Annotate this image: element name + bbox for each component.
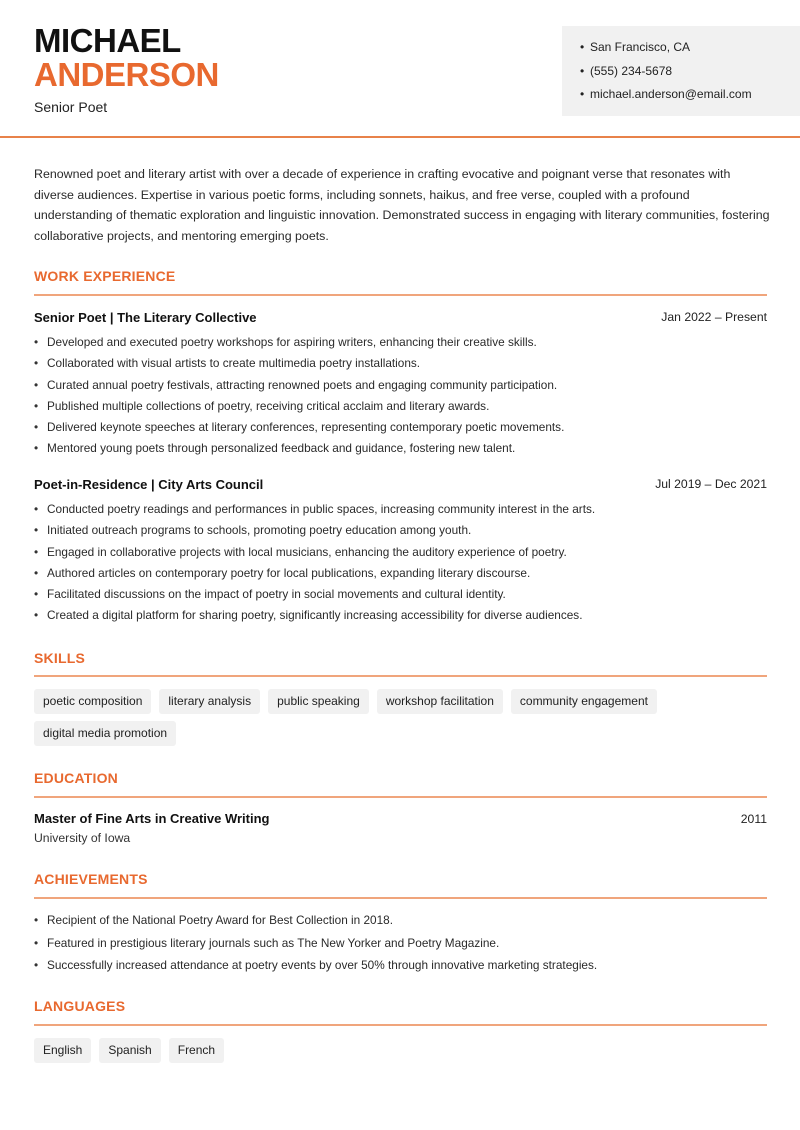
skills-row-1 (34, 689, 657, 714)
job-title-1: Senior Poet | The Literary Collective (34, 310, 257, 325)
section-divider (34, 675, 767, 677)
section-divider (34, 796, 767, 798)
language-chip: English (34, 1038, 91, 1063)
resume-header (0, 0, 800, 138)
job-title-2: Poet-in-Residence | City Arts Council (34, 477, 264, 492)
list-item: • Authored articles on contemporary poetry for local publications, expanding literary discourse. (34, 563, 774, 584)
list-item: • Mentored young poets through personalized feedback and guidance, fostering new talent. (34, 438, 774, 459)
contact-phone (580, 62, 800, 86)
list-item: • Delivered keynote speeches at literary conferences, representing contemporary poetic movements. (34, 417, 774, 438)
section-divider (34, 1024, 767, 1026)
skill-chip: poetic composition (34, 689, 151, 714)
job-title: Senior Poet (34, 99, 108, 115)
work-experience-heading: WORK EXPERIENCE (34, 268, 176, 284)
list-item: • Created a digital platform for sharing poetry, significantly increasing accessibility for diverse audiences. (34, 605, 774, 626)
location-text: San Francisco, CA (590, 40, 691, 54)
language-chip: French (169, 1038, 224, 1063)
job-bullets-2 (34, 499, 774, 627)
section-divider (34, 294, 767, 296)
bullet-icon: • (580, 40, 585, 54)
list-item: • Curated annual poetry festivals, attracting renowned poets and engaging community participation. (34, 375, 774, 396)
languages-heading: LANGUAGES (34, 998, 126, 1014)
list-item: • Engaged in collaborative projects with local musicians, enhancing the auditory experience of poetry. (34, 542, 774, 563)
skills-heading: SKILLS (34, 650, 85, 666)
skill-chip: workshop facilitation (377, 689, 503, 714)
section-divider (34, 897, 767, 899)
email-text[interactable]: michael.anderson@email.com (590, 87, 752, 101)
list-item: • Recipient of the National Poetry Award for Best Collection in 2018. (34, 909, 774, 932)
contact-box (562, 26, 800, 116)
last-name: ANDERSON (34, 56, 219, 93)
contact-email (580, 85, 800, 109)
school-name: University of Iowa (34, 831, 131, 845)
list-item: • Conducted poetry readings and performances in public spaces, increasing community interest in the arts. (34, 499, 774, 520)
bullet-icon: • (580, 63, 585, 78)
first-name: MICHAEL (34, 22, 181, 59)
professional-summary: Renowned poet and literary artist with over a decade of experience in crafting evocative and poignant verse that resonates with diverse audiences. Expertise in various poetic forms, including sonnets, haikus, and free verse, coupled with a profound understanding of thematic exploration and linguistic innovation. Demonstrated success in engaging with literary communities, fostering collaborative projects, and mentoring emerging poets. (34, 167, 770, 243)
list-item: • Collaborated with visual artists to create multimedia poetry installations. (34, 353, 774, 374)
list-item: • Developed and executed poetry workshops for aspiring writers, enhancing their creative skills. (34, 332, 774, 353)
list-item: • Featured in prestigious literary journals such as The New Yorker and Poetry Magazine. (34, 932, 774, 955)
list-item: • Successfully increased attendance at poetry events by over 50% through innovative marketing strategies. (34, 954, 774, 977)
achievements-list (34, 909, 774, 977)
contact-location (580, 38, 800, 62)
skill-chip: digital media promotion (34, 721, 176, 746)
job-bullets-1 (34, 332, 774, 460)
skill-chip: community engagement (511, 689, 657, 714)
languages-row (34, 1038, 224, 1063)
graduation-year: 2011 (740, 812, 767, 826)
skill-chip: literary analysis (159, 689, 260, 714)
phone-text[interactable]: (555) 234-5678 (590, 63, 673, 78)
language-chip: Spanish (99, 1038, 160, 1063)
education-heading: EDUCATION (34, 770, 118, 786)
skill-chip: public speaking (268, 689, 369, 714)
skills-row-2 (34, 721, 176, 746)
list-item: • Facilitated discussions on the impact of poetry in social movements and cultural identity. (34, 584, 774, 605)
list-item: • Initiated outreach programs to schools, promoting poetry education among youth. (34, 520, 774, 541)
job-dates-2: Jul 2019 – Dec 2021 (655, 477, 767, 491)
job-dates-1: Jan 2022 – Present (661, 310, 767, 324)
bullet-icon: • (580, 87, 585, 101)
achievements-heading: ACHIEVEMENTS (34, 871, 148, 887)
degree: Master of Fine Arts in Creative Writing (34, 811, 270, 826)
list-item: • Published multiple collections of poetry, receiving critical acclaim and literary awards. (34, 396, 774, 417)
